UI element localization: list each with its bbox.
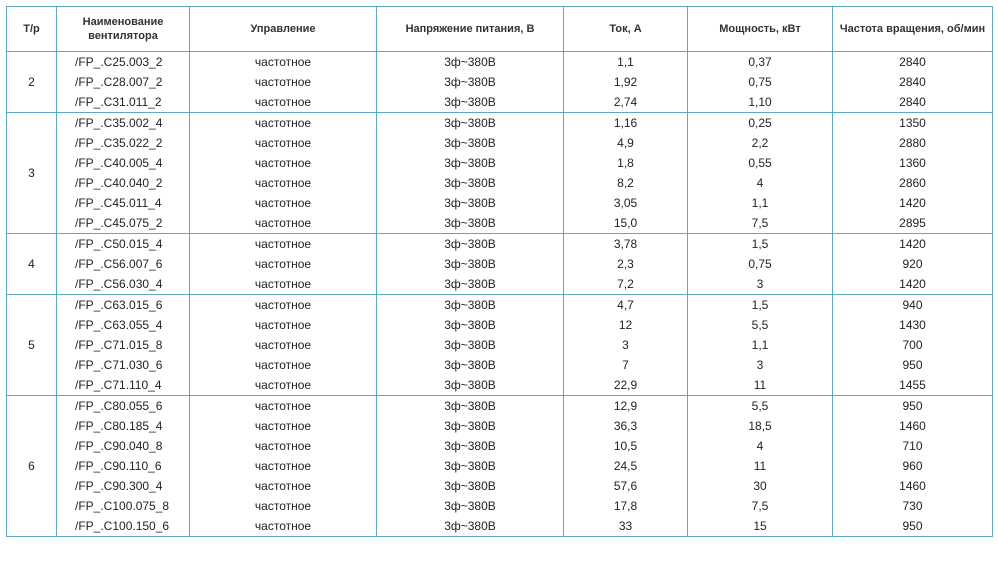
voltage-cell: 3ф~380В xyxy=(377,173,564,193)
table-row xyxy=(7,295,993,316)
fan-name-cell: /FP_.C90.300_4 xyxy=(57,476,190,496)
control-cell: частотное xyxy=(190,92,377,113)
header-power: Мощность, кВт xyxy=(688,7,833,52)
control-cell: частотное xyxy=(190,416,377,436)
speed-cell: 1460 xyxy=(833,476,993,496)
speed-cell: 950 xyxy=(833,355,993,375)
tr-group-cell: 5 xyxy=(7,295,57,396)
power-cell: 1,10 xyxy=(688,92,833,113)
tr-group-cell: 6 xyxy=(7,396,57,537)
table-row xyxy=(7,72,993,92)
control-cell: частотное xyxy=(190,335,377,355)
control-cell: частотное xyxy=(190,355,377,375)
power-cell: 11 xyxy=(688,456,833,476)
current-cell: 4,7 xyxy=(564,295,688,316)
control-cell: частотное xyxy=(190,193,377,213)
voltage-cell: 3ф~380В xyxy=(377,355,564,375)
control-cell: частотное xyxy=(190,516,377,537)
header-voltage: Напряжение питания, В xyxy=(377,7,564,52)
power-cell: 3 xyxy=(688,355,833,375)
voltage-cell: 3ф~380В xyxy=(377,295,564,316)
table-row xyxy=(7,375,993,396)
fan-name-cell: /FP_.C71.030_6 xyxy=(57,355,190,375)
fan-name-cell: /FP_.C25.003_2 xyxy=(57,52,190,73)
control-cell: частотное xyxy=(190,375,377,396)
current-cell: 1,16 xyxy=(564,113,688,134)
power-cell: 2,2 xyxy=(688,133,833,153)
tr-group-cell: 2 xyxy=(7,52,57,113)
voltage-cell: 3ф~380В xyxy=(377,396,564,417)
fan-name-cell: /FP_.C100.150_6 xyxy=(57,516,190,537)
control-cell: частотное xyxy=(190,476,377,496)
current-cell: 7,2 xyxy=(564,274,688,295)
fan-name-cell: /FP_.C45.011_4 xyxy=(57,193,190,213)
table-row xyxy=(7,133,993,153)
table-header xyxy=(7,7,993,52)
fan-name-cell: /FP_.C56.007_6 xyxy=(57,254,190,274)
current-cell: 1,1 xyxy=(564,52,688,73)
power-cell: 1,1 xyxy=(688,335,833,355)
speed-cell: 2860 xyxy=(833,173,993,193)
fan-name-cell: /FP_.C40.005_4 xyxy=(57,153,190,173)
fan-name-cell: /FP_.C63.015_6 xyxy=(57,295,190,316)
voltage-cell: 3ф~380В xyxy=(377,153,564,173)
tr-group-cell: 4 xyxy=(7,234,57,295)
table-row xyxy=(7,335,993,355)
speed-cell: 920 xyxy=(833,254,993,274)
voltage-cell: 3ф~380В xyxy=(377,193,564,213)
power-cell: 7,5 xyxy=(688,213,833,234)
control-cell: частотное xyxy=(190,436,377,456)
control-cell: частотное xyxy=(190,72,377,92)
table-row xyxy=(7,173,993,193)
voltage-cell: 3ф~380В xyxy=(377,456,564,476)
control-cell: частотное xyxy=(190,396,377,417)
control-cell: частотное xyxy=(190,456,377,476)
voltage-cell: 3ф~380В xyxy=(377,476,564,496)
tr-group-cell: 3 xyxy=(7,113,57,234)
header-fan-name: Наименование вентилятора xyxy=(57,7,190,52)
power-cell: 11 xyxy=(688,375,833,396)
fan-name-cell: /FP_.C35.002_4 xyxy=(57,113,190,134)
voltage-cell: 3ф~380В xyxy=(377,416,564,436)
speed-cell: 960 xyxy=(833,456,993,476)
power-cell: 0,25 xyxy=(688,113,833,134)
voltage-cell: 3ф~380В xyxy=(377,234,564,255)
fan-name-cell: /FP_.C45.075_2 xyxy=(57,213,190,234)
power-cell: 0,55 xyxy=(688,153,833,173)
table-row xyxy=(7,153,993,173)
table-row xyxy=(7,274,993,295)
voltage-cell: 3ф~380В xyxy=(377,113,564,134)
power-cell: 0,37 xyxy=(688,52,833,73)
header-row xyxy=(7,7,993,52)
speed-cell: 1430 xyxy=(833,315,993,335)
speed-cell: 1420 xyxy=(833,274,993,295)
power-cell: 30 xyxy=(688,476,833,496)
table-row xyxy=(7,436,993,456)
control-cell: частотное xyxy=(190,496,377,516)
speed-cell: 2840 xyxy=(833,52,993,73)
voltage-cell: 3ф~380В xyxy=(377,72,564,92)
fan-name-cell: /FP_.C80.185_4 xyxy=(57,416,190,436)
voltage-cell: 3ф~380В xyxy=(377,254,564,274)
table-row xyxy=(7,416,993,436)
power-cell: 4 xyxy=(688,173,833,193)
fan-name-cell: /FP_.C31.011_2 xyxy=(57,92,190,113)
table-row xyxy=(7,52,993,73)
current-cell: 10,5 xyxy=(564,436,688,456)
control-cell: частотное xyxy=(190,133,377,153)
power-cell: 1,1 xyxy=(688,193,833,213)
voltage-cell: 3ф~380В xyxy=(377,315,564,335)
speed-cell: 1455 xyxy=(833,375,993,396)
current-cell: 12 xyxy=(564,315,688,335)
table-row xyxy=(7,355,993,375)
speed-cell: 1360 xyxy=(833,153,993,173)
fan-name-cell: /FP_.C40.040_2 xyxy=(57,173,190,193)
current-cell: 33 xyxy=(564,516,688,537)
table-row xyxy=(7,396,993,417)
power-cell: 0,75 xyxy=(688,254,833,274)
power-cell: 7,5 xyxy=(688,496,833,516)
power-cell: 4 xyxy=(688,436,833,456)
voltage-cell: 3ф~380В xyxy=(377,436,564,456)
speed-cell: 1420 xyxy=(833,234,993,255)
voltage-cell: 3ф~380В xyxy=(377,375,564,396)
voltage-cell: 3ф~380В xyxy=(377,213,564,234)
speed-cell: 2840 xyxy=(833,92,993,113)
speed-cell: 730 xyxy=(833,496,993,516)
table-row xyxy=(7,92,993,113)
control-cell: частотное xyxy=(190,213,377,234)
power-cell: 15 xyxy=(688,516,833,537)
fan-name-cell: /FP_.C71.015_8 xyxy=(57,335,190,355)
table-row xyxy=(7,315,993,335)
table-body xyxy=(7,52,993,537)
fan-spec-table xyxy=(6,6,993,537)
table-row xyxy=(7,516,993,537)
fan-name-cell: /FP_.C80.055_6 xyxy=(57,396,190,417)
current-cell: 1,92 xyxy=(564,72,688,92)
current-cell: 15,0 xyxy=(564,213,688,234)
table-row xyxy=(7,496,993,516)
current-cell: 36,3 xyxy=(564,416,688,436)
speed-cell: 1460 xyxy=(833,416,993,436)
control-cell: частотное xyxy=(190,295,377,316)
power-cell: 5,5 xyxy=(688,315,833,335)
table-row xyxy=(7,476,993,496)
speed-cell: 1420 xyxy=(833,193,993,213)
control-cell: частотное xyxy=(190,274,377,295)
speed-cell: 950 xyxy=(833,516,993,537)
power-cell: 3 xyxy=(688,274,833,295)
table-row xyxy=(7,193,993,213)
speed-cell: 700 xyxy=(833,335,993,355)
fan-name-cell: /FP_.C50.015_4 xyxy=(57,234,190,255)
current-cell: 17,8 xyxy=(564,496,688,516)
speed-cell: 940 xyxy=(833,295,993,316)
fan-name-cell: /FP_.C90.040_8 xyxy=(57,436,190,456)
fan-name-cell: /FP_.C28.007_2 xyxy=(57,72,190,92)
fan-name-cell: /FP_.C90.110_6 xyxy=(57,456,190,476)
current-cell: 8,2 xyxy=(564,173,688,193)
voltage-cell: 3ф~380В xyxy=(377,274,564,295)
voltage-cell: 3ф~380В xyxy=(377,52,564,73)
control-cell: частотное xyxy=(190,254,377,274)
current-cell: 57,6 xyxy=(564,476,688,496)
fan-name-cell: /FP_.C56.030_4 xyxy=(57,274,190,295)
current-cell: 7 xyxy=(564,355,688,375)
speed-cell: 950 xyxy=(833,396,993,417)
fan-name-cell: /FP_.C71.110_4 xyxy=(57,375,190,396)
control-cell: частотное xyxy=(190,234,377,255)
table-row xyxy=(7,234,993,255)
voltage-cell: 3ф~380В xyxy=(377,92,564,113)
voltage-cell: 3ф~380В xyxy=(377,496,564,516)
control-cell: частотное xyxy=(190,173,377,193)
header-current: Ток, А xyxy=(564,7,688,52)
fan-name-cell: /FP_.C35.022_2 xyxy=(57,133,190,153)
control-cell: частотное xyxy=(190,315,377,335)
table-row xyxy=(7,113,993,134)
speed-cell: 2840 xyxy=(833,72,993,92)
table-row xyxy=(7,254,993,274)
speed-cell: 1350 xyxy=(833,113,993,134)
table-row xyxy=(7,213,993,234)
power-cell: 0,75 xyxy=(688,72,833,92)
header-control: Управление xyxy=(190,7,377,52)
current-cell: 2,74 xyxy=(564,92,688,113)
current-cell: 24,5 xyxy=(564,456,688,476)
current-cell: 3,78 xyxy=(564,234,688,255)
header-speed: Частота вращения, об/мин xyxy=(833,7,993,52)
table-container xyxy=(6,6,993,537)
power-cell: 5,5 xyxy=(688,396,833,417)
current-cell: 3,05 xyxy=(564,193,688,213)
speed-cell: 710 xyxy=(833,436,993,456)
current-cell: 1,8 xyxy=(564,153,688,173)
current-cell: 4,9 xyxy=(564,133,688,153)
power-cell: 1,5 xyxy=(688,295,833,316)
voltage-cell: 3ф~380В xyxy=(377,133,564,153)
voltage-cell: 3ф~380В xyxy=(377,516,564,537)
power-cell: 18,5 xyxy=(688,416,833,436)
control-cell: частотное xyxy=(190,52,377,73)
control-cell: частотное xyxy=(190,113,377,134)
current-cell: 2,3 xyxy=(564,254,688,274)
header-tr: Т/р xyxy=(7,7,57,52)
current-cell: 3 xyxy=(564,335,688,355)
fan-name-cell: /FP_.C100.075_8 xyxy=(57,496,190,516)
control-cell: частотное xyxy=(190,153,377,173)
current-cell: 12,9 xyxy=(564,396,688,417)
current-cell: 22,9 xyxy=(564,375,688,396)
speed-cell: 2895 xyxy=(833,213,993,234)
fan-name-cell: /FP_.C63.055_4 xyxy=(57,315,190,335)
voltage-cell: 3ф~380В xyxy=(377,335,564,355)
power-cell: 1,5 xyxy=(688,234,833,255)
speed-cell: 2880 xyxy=(833,133,993,153)
table-row xyxy=(7,456,993,476)
